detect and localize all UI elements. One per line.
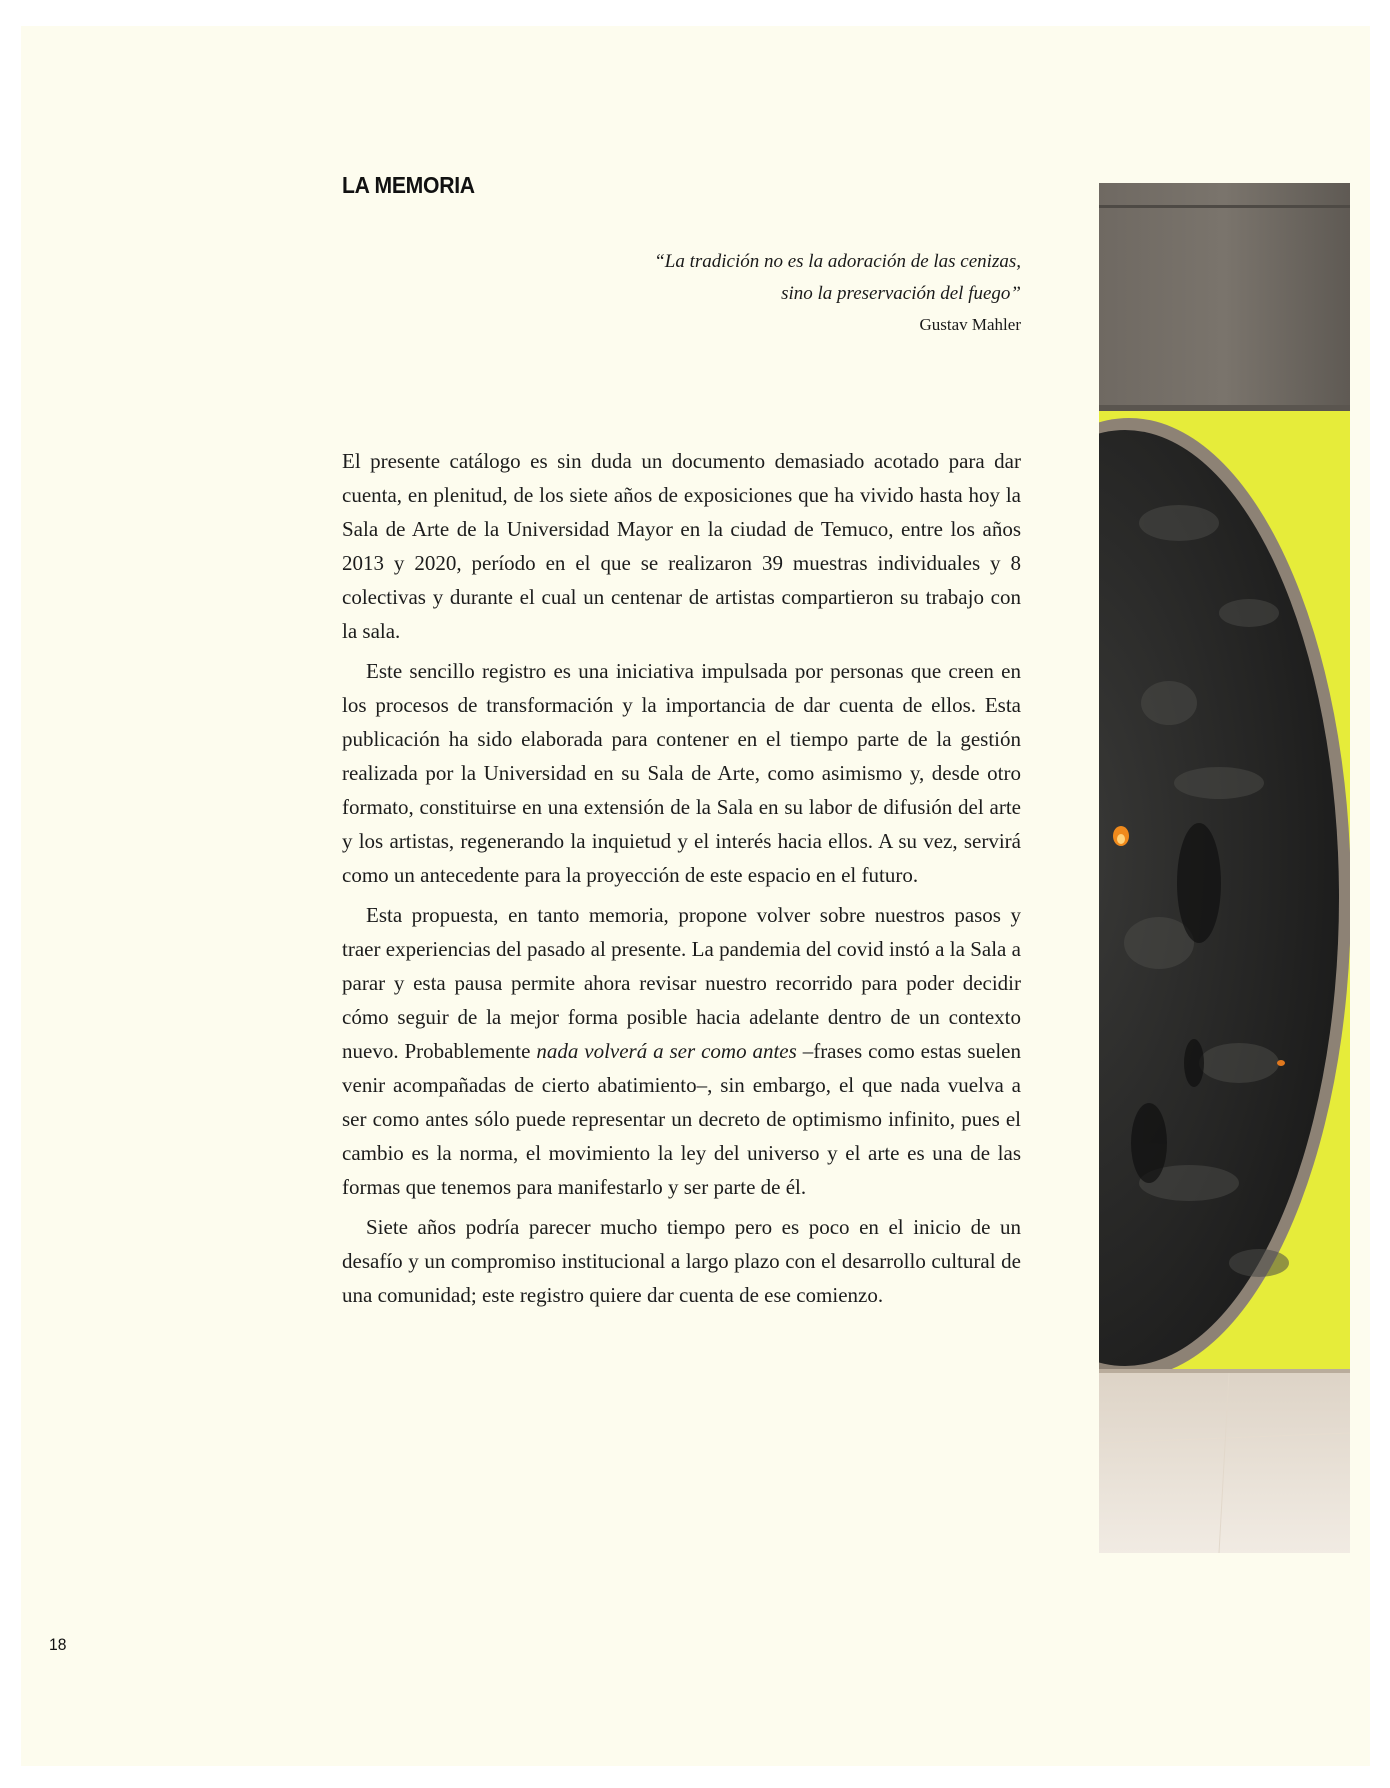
paragraph-4: Siete años podría parecer mucho tiempo pero es poco en el inicio de un desafío y un compromiso institucional a largo plazo con el desarrollo cultural de una comunidad; este registro quiere dar cuenta de ese comienzo. xyxy=(342,1215,1021,1307)
paragraph-3-text-b: –frases como estas suelen venir acompañadas de cierto abatimiento–, sin embargo, el que nada vuelva a ser como antes sólo puede representar un decreto de optimismo infinito, pues el cambio es la norma, el movimiento la ley del universo y el arte es una de las formas que tenemos para manifestarlo y ser parte de él. xyxy=(342,1039,1021,1199)
epigraph xyxy=(560,246,1021,338)
paragraph-3-text-a: Esta propuesta, en tanto memoria, propone volver sobre nuestros pasos y traer experiencias del pasado al presente. La pandemia del covid instó a la Sala a parar y esta pausa permite ahora revisar nuestro recorrido para poder decidir cómo seguir de la mejor forma posible hacia adelante dentro de un contexto nuevo. Probablemente xyxy=(342,903,1021,1063)
epigraph-line-2: sino la preservación del fuego” xyxy=(781,283,1021,304)
epigraph-author: Gustav Mahler xyxy=(919,315,1021,334)
paragraph-2: Este sencillo registro es una iniciativa impulsada por personas que creen en los procesos de transformación y la importancia de dar cuenta de ellos. Esta publicación ha sido elaborada para contener en el tiempo parte de la gestión realizada por la Universidad en su Sala de Arte, como asimismo y, desde otro formato, constituirse en una extensión de la Sala en su labor de difusión del arte y los artistas, regenerando la inquietud y el interés hacia ellos. A su vez, servirá como un antecedente para la proyección de este espacio en el futuro. xyxy=(342,659,1021,887)
paragraph-3-italic: nada volverá a ser como antes xyxy=(536,1039,797,1063)
section-heading: LA MEMORIA xyxy=(342,172,475,198)
body-text xyxy=(342,444,1021,1318)
paragraph-1: El presente catálogo es sin duda un documento demasiado acotado para dar cuenta, en plenitud, de los siete años de exposiciones que ha vivido hasta hoy la Sala de Arte de la Universidad Mayor en la ciudad de Temuco, entre los años 2013 y 2020, período en el que se realizaron 39 muestras individuales y 8 colectivas y durante el cual un centenar de artistas compartieron su trabajo con la sala. xyxy=(342,449,1021,643)
epigraph-line-1: “La tradición no es la adoración de las cenizas, xyxy=(654,251,1021,272)
paragraph-3 xyxy=(342,898,1021,1204)
artwork-photo xyxy=(1099,183,1350,1553)
page-number: 18 xyxy=(49,1635,67,1654)
